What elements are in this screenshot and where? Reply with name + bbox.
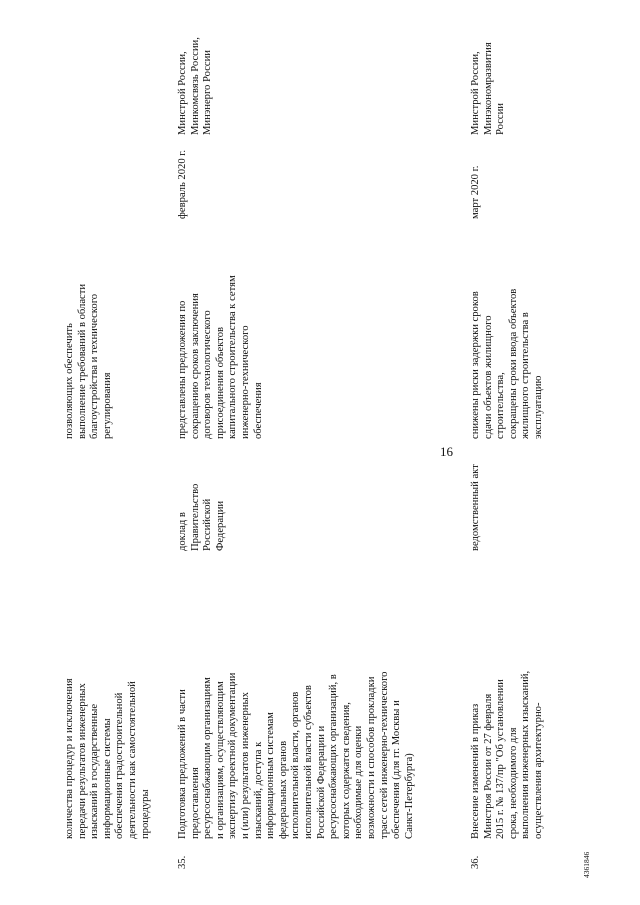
measure-text: Внесение изменений в приказ Минстроя России от 27 февраля 2015 г. № 137/пр "Об установлении срока, необходимого для выполнения инженерных изысканий, осуществления архитектурно- xyxy=(470,670,544,839)
measures-table xyxy=(64,33,544,869)
responsible-bodies: Минстрой России, Минэкономразвития России xyxy=(470,42,507,135)
responsible-bodies: Минстрой России, Минкомсвязь России, Минэнерго России xyxy=(177,37,214,135)
row-number: 36. xyxy=(470,855,481,869)
document-id: 4361846 xyxy=(582,851,591,878)
document-type: доклад в Правительство Российской Федерации xyxy=(177,483,226,551)
page-number: 16 xyxy=(440,444,453,459)
expected-result: позволяющих обеспечить выполнение требований в области благоустройства и технического регулирования xyxy=(64,283,113,439)
document-type: ведомственный акт xyxy=(470,464,481,551)
rotated-table xyxy=(64,33,544,869)
expected-result: снижены риски задержки сроков сдачи объектов жилищного строительства, сокращены сроки ввода объектов жилищного строительства в эксплуатацию xyxy=(470,288,544,439)
row-number: 35. xyxy=(177,855,188,869)
measure-text: Подготовка предложений в части предоставления ресурсоснабжающим организациям и организациям, осуществляющим экспертизу проектной документации и (или) результатов инженерных изысканий, доступа к информационным системам федеральных органов исполнительной власти, органов исполнительной власти субъектов Российской Федерации и ресурсоснабжающих организаций, в которых содержатся сведения, необходимые для оценки возможности и способов прокладки трасс сетей инженерно-технического обеспечения (для гг. Москвы и Санкт-Петербурга) xyxy=(177,671,415,839)
deadline: февраль 2020 г. xyxy=(177,149,188,219)
deadline: март 2020 г. xyxy=(470,165,481,219)
expected-result: представлены предложения по сокращению сроков заключения договоров технологического присоединения объектов капитального строительства к сетям инженерно-технического обеспечения xyxy=(177,275,264,439)
measure-text: количества процедур и исключения передачи результатов инженерных изысканий в государственные информационные системы обеспечения градостроительной деятельности как самостоятельной процедуры xyxy=(64,678,151,839)
